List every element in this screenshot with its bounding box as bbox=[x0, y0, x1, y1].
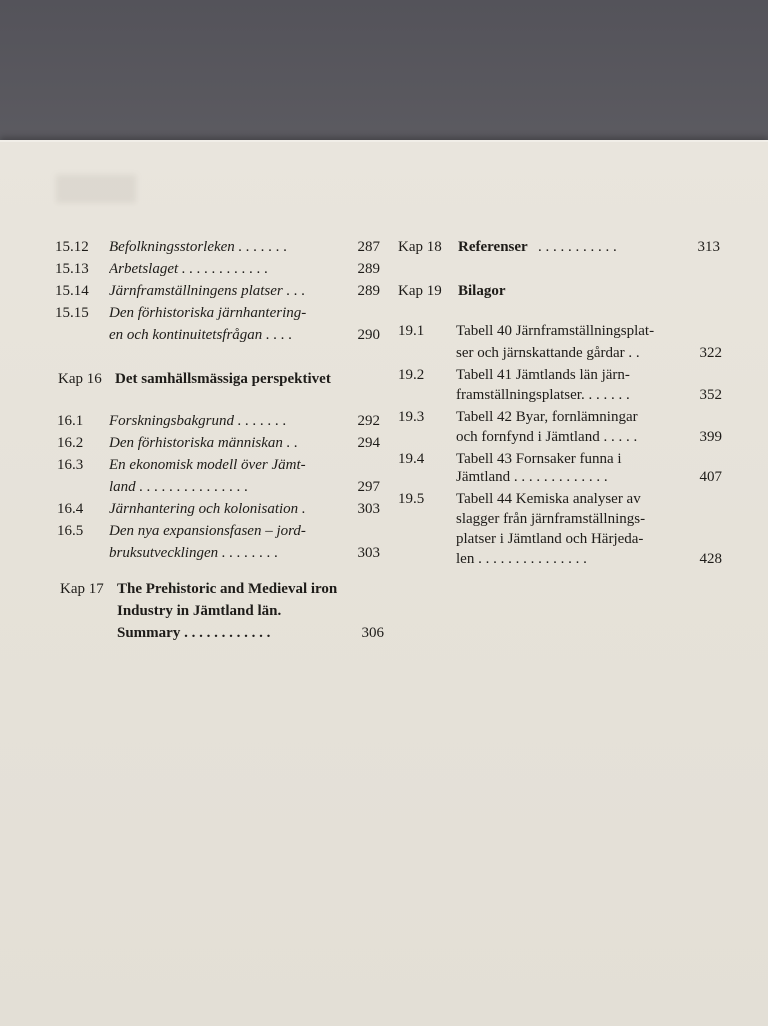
section-number: 19.2 bbox=[398, 367, 425, 383]
entry-title: Arbetslaget . . . . . . . . . . . . bbox=[109, 261, 269, 277]
toc-entry-19-2[interactable] bbox=[398, 364, 722, 386]
chapter-heading-16[interactable] bbox=[58, 368, 378, 390]
page-number: 303 bbox=[357, 545, 380, 561]
entry-title-continued: land . . . . . . . . . . . . . . . bbox=[109, 479, 249, 495]
toc-entry-16-1[interactable] bbox=[57, 410, 380, 432]
toc-entry-15-15[interactable] bbox=[55, 302, 380, 324]
section-number: 19.3 bbox=[398, 409, 425, 425]
page-number: 294 bbox=[357, 435, 380, 451]
section-number: 16.5 bbox=[57, 523, 84, 539]
chapter-title: Referenser bbox=[458, 239, 528, 255]
entry-title-continued: Jämtland . . . . . . . . . . . . . bbox=[456, 469, 608, 485]
page-number: 399 bbox=[699, 429, 722, 445]
page-number: 289 bbox=[357, 261, 380, 277]
section-number: 16.4 bbox=[57, 501, 84, 517]
page-number: 290 bbox=[357, 327, 380, 343]
toc-entry-16-5-cont[interactable] bbox=[57, 542, 380, 564]
section-number: 15.14 bbox=[55, 283, 89, 299]
toc-entry-16-2[interactable] bbox=[57, 432, 380, 454]
leader-dots: . . . . . . . . . . . bbox=[538, 239, 617, 255]
toc-entry-15-12[interactable] bbox=[55, 236, 380, 258]
entry-title-continued: platser i Jämtland och Härjeda- bbox=[456, 531, 644, 547]
entry-title: Den förhistoriska människan . . bbox=[109, 435, 298, 451]
toc-entry-19-1[interactable] bbox=[398, 320, 722, 342]
toc-entry-15-15-cont[interactable] bbox=[55, 324, 380, 346]
chapter-label: Kap 16 bbox=[58, 371, 102, 387]
toc-entry-19-1-cont[interactable] bbox=[398, 342, 722, 364]
toc-entry-19-5[interactable] bbox=[398, 488, 722, 510]
chapter-heading-17-summary[interactable] bbox=[60, 622, 384, 644]
chapter-title-continued: Summary . . . . . . . . . . . . bbox=[117, 625, 271, 641]
page-number: 313 bbox=[697, 239, 720, 255]
chapter-heading-19[interactable] bbox=[398, 280, 720, 302]
entry-title-continued: ser och järnskattande gårdar . . bbox=[456, 345, 640, 361]
toc-entry-19-3[interactable] bbox=[398, 406, 722, 428]
chapter-title: The Prehistoric and Medieval iron bbox=[117, 581, 338, 597]
chapter-label: Kap 17 bbox=[60, 581, 104, 597]
chapter-title: Bilagor bbox=[458, 283, 506, 299]
toc-entry-16-3[interactable] bbox=[57, 454, 380, 476]
toc-entry-15-14[interactable] bbox=[55, 280, 380, 302]
toc-entry-16-4[interactable] bbox=[57, 498, 380, 520]
entry-title-continued: len . . . . . . . . . . . . . . . bbox=[456, 551, 587, 567]
entry-title-continued: en och kontinuitetsfrågan . . . . bbox=[109, 327, 293, 343]
entry-title-continued: och fornfynd i Jämtland . . . . . bbox=[456, 429, 638, 445]
page-number: 289 bbox=[357, 283, 380, 299]
page-number: 407 bbox=[699, 469, 722, 485]
toc-entry-19-3-cont[interactable] bbox=[398, 426, 722, 448]
section-number: 19.5 bbox=[398, 491, 425, 507]
section-number: 16.2 bbox=[57, 435, 84, 451]
section-number: 15.12 bbox=[55, 239, 89, 255]
toc-entry-19-5-cont[interactable] bbox=[398, 548, 722, 570]
section-number: 19.4 bbox=[398, 451, 425, 467]
page-number: 352 bbox=[699, 387, 722, 403]
chapter-heading-18[interactable] bbox=[398, 236, 720, 258]
entry-title: Tabell 41 Jämtlands län järn- bbox=[456, 367, 630, 383]
toc-entry-19-5-cont[interactable] bbox=[398, 528, 722, 550]
entry-title: Tabell 43 Fornsaker funna i bbox=[456, 451, 622, 467]
page-number: 428 bbox=[699, 551, 722, 567]
section-number: 16.3 bbox=[57, 457, 84, 473]
page-number: 303 bbox=[357, 501, 380, 517]
entry-title-continued: framställningsplatser. . . . . . . bbox=[456, 387, 630, 403]
page-bleedthrough bbox=[56, 175, 136, 203]
entry-title: Tabell 40 Järnframställningsplat- bbox=[456, 323, 655, 339]
section-number: 15.13 bbox=[55, 261, 89, 277]
chapter-label: Kap 18 bbox=[398, 239, 442, 255]
chapter-heading-17[interactable] bbox=[60, 578, 384, 600]
toc-entry-19-2-cont[interactable] bbox=[398, 384, 722, 406]
page-number: 306 bbox=[361, 625, 384, 641]
toc-entry-16-5[interactable] bbox=[57, 520, 380, 542]
chapter-label: Kap 19 bbox=[398, 283, 442, 299]
page-number: 322 bbox=[699, 345, 722, 361]
entry-title: Den förhistoriska järnhantering- bbox=[109, 305, 307, 321]
page-number: 287 bbox=[357, 239, 380, 255]
entry-title: Tabell 42 Byar, fornlämningar bbox=[456, 409, 638, 425]
toc-entry-15-13[interactable] bbox=[55, 258, 380, 280]
entry-title: Forskningsbakgrund . . . . . . . bbox=[109, 413, 287, 429]
toc-entry-19-4-cont[interactable] bbox=[398, 466, 722, 488]
section-number: 15.15 bbox=[55, 305, 89, 321]
background-surface bbox=[0, 0, 768, 150]
entry-title-continued: slagger från järnframställnings- bbox=[456, 511, 646, 527]
toc-entry-19-5-cont[interactable] bbox=[398, 508, 722, 530]
page-number: 292 bbox=[357, 413, 380, 429]
page-number: 297 bbox=[357, 479, 380, 495]
chapter-title-continued: Industry in Jämtland län. bbox=[117, 603, 282, 619]
entry-title: Den nya expansionsfasen – jord- bbox=[109, 523, 306, 539]
entry-title: Järnhantering och kolonisation . bbox=[109, 501, 306, 517]
section-number: 16.1 bbox=[57, 413, 84, 429]
entry-title: Tabell 44 Kemiska analyser av bbox=[456, 491, 641, 507]
entry-title-continued: bruksutvecklingen . . . . . . . . bbox=[109, 545, 279, 561]
toc-entry-16-3-cont[interactable] bbox=[57, 476, 380, 498]
entry-title: Befolkningsstorleken . . . . . . . bbox=[109, 239, 288, 255]
entry-title: En ekonomisk modell över Jämt- bbox=[109, 457, 306, 473]
entry-title: Järnframställningens platser . . . bbox=[109, 283, 306, 299]
chapter-heading-17-cont[interactable] bbox=[60, 600, 384, 622]
chapter-title: Det samhällsmässiga perspektivet bbox=[115, 371, 331, 387]
section-number: 19.1 bbox=[398, 323, 425, 339]
